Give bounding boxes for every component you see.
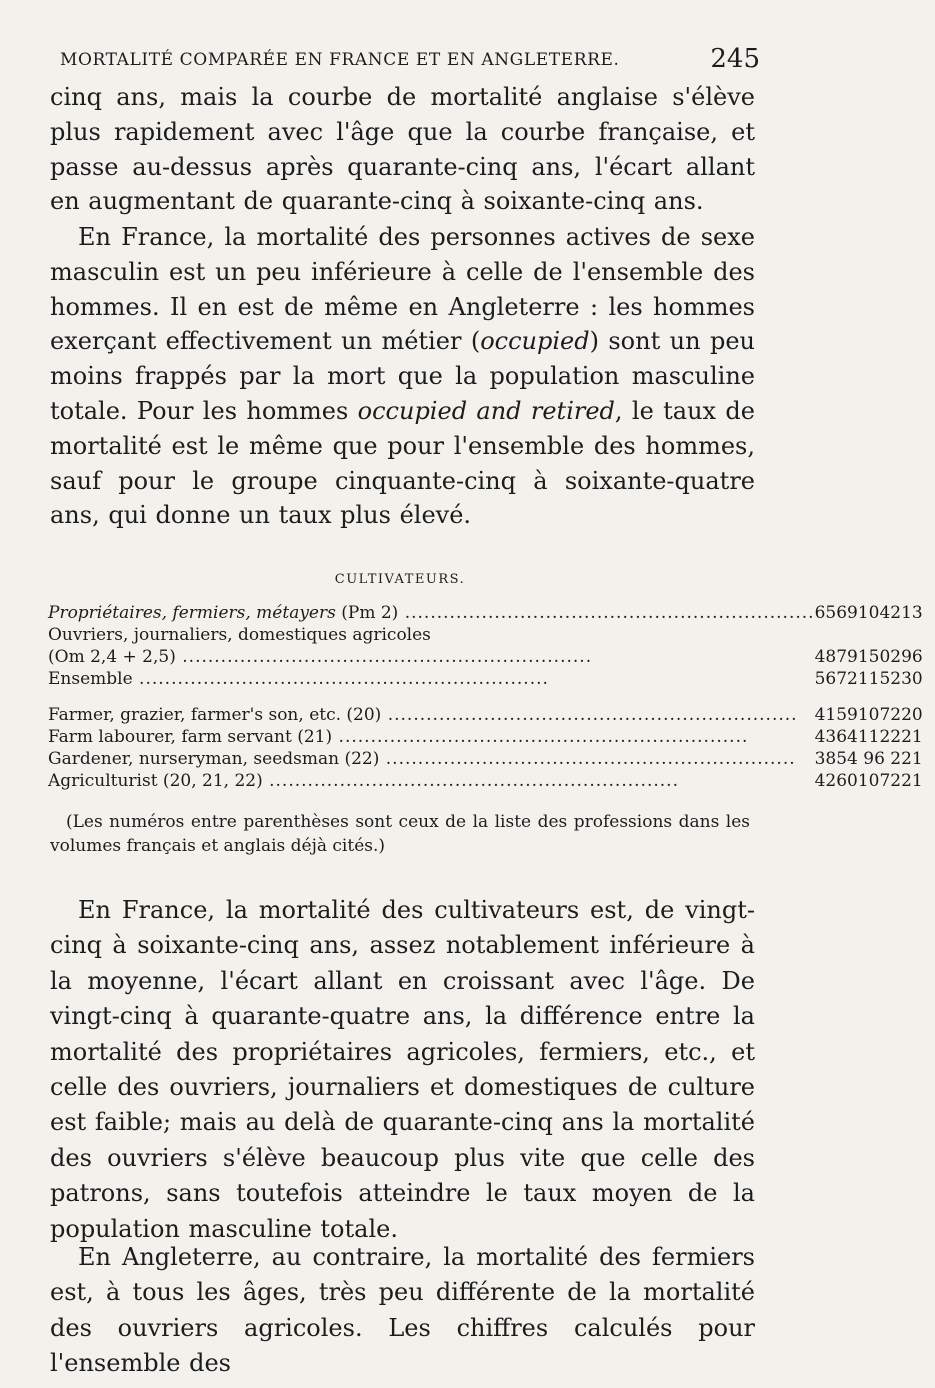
- table-row-label: [48, 748, 815, 770]
- paragraph-1: cinq ans, mais la courbe de mortalité anglaise s'élève plus rapidement avec l'âge que la courbe française, et passe au-dessus après quarante-cinq ans, l'écart allant en augmentant de quarante-cinq à soixante-cinq ans.: [50, 83, 755, 216]
- table-row-label-text: Agriculturist (20, 21, 22): [48, 771, 263, 791]
- page-number: 245: [710, 44, 760, 74]
- paragraph-4: En Angleterre, au contraire, la mortalité des fermiers est, à tous les âges, très peu différente de la mortalité des ouvriers agricoles. Les chiffres calculés pour l'ensemble des: [50, 1243, 755, 1378]
- table-row: [48, 726, 935, 748]
- table-cell-value: 64: [836, 727, 858, 747]
- table-row: [48, 770, 935, 792]
- table-row-label: [48, 646, 815, 668]
- table-cell-value: 107: [857, 771, 891, 791]
- table-row-label: [48, 668, 815, 690]
- table-cell-value: 107: [857, 705, 891, 725]
- paragraph-3: En France, la mortalité des cultivateurs est, de vingt-cinq à soixante-cinq ans, assez notablement inférieure à la moyenne, l'écart allant en croissant avec l'âge. De vingt-cinq à quarante-quatre ans, la différence entre la mortalité des propriétaires agricoles, fermiers, etc., et celle des ouvriers, journaliers et domestiques de culture est faible; mais au delà de quarante-cinq ans la mortalité des ouvriers s'élève beaucoup plus vite que celle des patrons, sans toutefois atteindre le taux moyen de la population masculine totale.: [50, 896, 755, 1243]
- table-cell-value: 296: [890, 647, 923, 667]
- table-cell-value: [815, 624, 837, 646]
- table-row-label: [48, 624, 815, 646]
- paragraph-2: [50, 220, 755, 533]
- table-cell-value: 213: [890, 603, 923, 623]
- table-cell-value: 96: [863, 749, 885, 769]
- table-cell-value: 42: [814, 771, 837, 791]
- table-cell-value: 115: [857, 669, 891, 689]
- table-row-label-text: Farmer, grazier, farmer's son, etc. (20): [48, 705, 382, 725]
- table-cell-value: 60: [836, 771, 858, 791]
- paragraph-2-part-1: En France, la mortalité des personnes actives de sexe masculin est un peu inférieure à celle de l'ensemble des hommes. Il en est de même en Angleterre : les hommes exerçant effectivement un métier (: [50, 223, 755, 356]
- table-row: [48, 668, 935, 690]
- table-spacer-row: [48, 690, 935, 704]
- table-row-label: [48, 704, 815, 726]
- table-cell-value: [858, 624, 890, 646]
- table-note: (Les numéros entre parenthèses sont ceux de la liste des professions dans les volumes français et anglais déjà cités.): [50, 812, 750, 856]
- table-row-label: [48, 602, 815, 624]
- table-cell-value: 221: [890, 771, 923, 791]
- paragraph-2-part-2: ) sont un peu moins frappés par la mort que la population masculine totale. Pour les hommes: [50, 327, 755, 425]
- table-cell-value: 43: [814, 727, 837, 747]
- table-row-label-text: Ensemble: [48, 669, 133, 689]
- running-header: [60, 44, 760, 76]
- table-cell-value: 150: [857, 647, 891, 667]
- table-row: [48, 624, 935, 646]
- table-row-label: [48, 770, 815, 792]
- table-cell-value: [890, 624, 934, 646]
- table-cell-value: 48: [814, 647, 837, 667]
- running-title: MORTALITÉ COMPARÉE EN FRANCE ET EN ANGLETERRE.: [60, 50, 620, 70]
- mortality-table-body: [48, 602, 935, 792]
- paragraph-2-block: [50, 220, 755, 533]
- table-row: [48, 646, 935, 668]
- table-cell-value: 220: [890, 705, 923, 725]
- table-row-label-text: Ouvriers, journaliers, domestiques agricoles: [48, 625, 431, 645]
- table-cell-value: 65: [814, 603, 837, 623]
- table-cell-value: 230: [890, 669, 923, 689]
- table-cell-value: [836, 624, 858, 646]
- table-cell-value: 72: [836, 669, 858, 689]
- mortality-table: [48, 602, 935, 792]
- table-row-label-text: (Om 2,4 + 2,5): [48, 647, 176, 667]
- paragraph-2-part-3: , le taux de mortalité est le même que pour l'ensemble des hommes, sauf pour le groupe cinquante-cinq à soixante-quatre ans, qui donne un taux plus élevé.: [50, 396, 755, 530]
- table-row-label-text: Gardener, nurseryman, seedsman (22): [48, 749, 380, 769]
- table-cell-value: 221: [890, 749, 923, 769]
- table-cell-value: 69: [836, 603, 858, 623]
- table-row-label-italic: Propriétaires, fermiers, métayers: [48, 603, 336, 623]
- table-row: [48, 748, 935, 770]
- table-cell-value: 38: [814, 749, 837, 769]
- table-cell-value: 54: [836, 749, 858, 769]
- paragraph-4-block: [50, 1240, 755, 1382]
- table-caption: CULTIVATEURS.: [334, 572, 466, 587]
- table-row: [48, 704, 935, 726]
- table-cell-value: 221: [890, 727, 923, 747]
- table-spacer-cell: [48, 690, 935, 704]
- paragraph-2-italic-2: occupied and retired: [357, 396, 615, 425]
- table-cell-value: 41: [814, 705, 837, 725]
- table-cell-value: 79: [836, 647, 858, 667]
- paragraph-2-italic-1: occupied: [480, 327, 590, 356]
- table-row: [48, 602, 935, 624]
- table-cell-value: 112: [857, 727, 891, 747]
- table-row-label-text: (Pm 2): [335, 603, 399, 623]
- table-cell-value: 104: [857, 603, 891, 623]
- table-cell-value: 56: [814, 669, 837, 689]
- paragraph-3-block: [50, 893, 755, 1247]
- paragraph-1-block: [50, 80, 755, 219]
- table-row-label: [48, 726, 815, 748]
- table-cell-value: 59: [836, 705, 858, 725]
- table-row-label-text: Farm labourer, farm servant (21): [48, 727, 333, 747]
